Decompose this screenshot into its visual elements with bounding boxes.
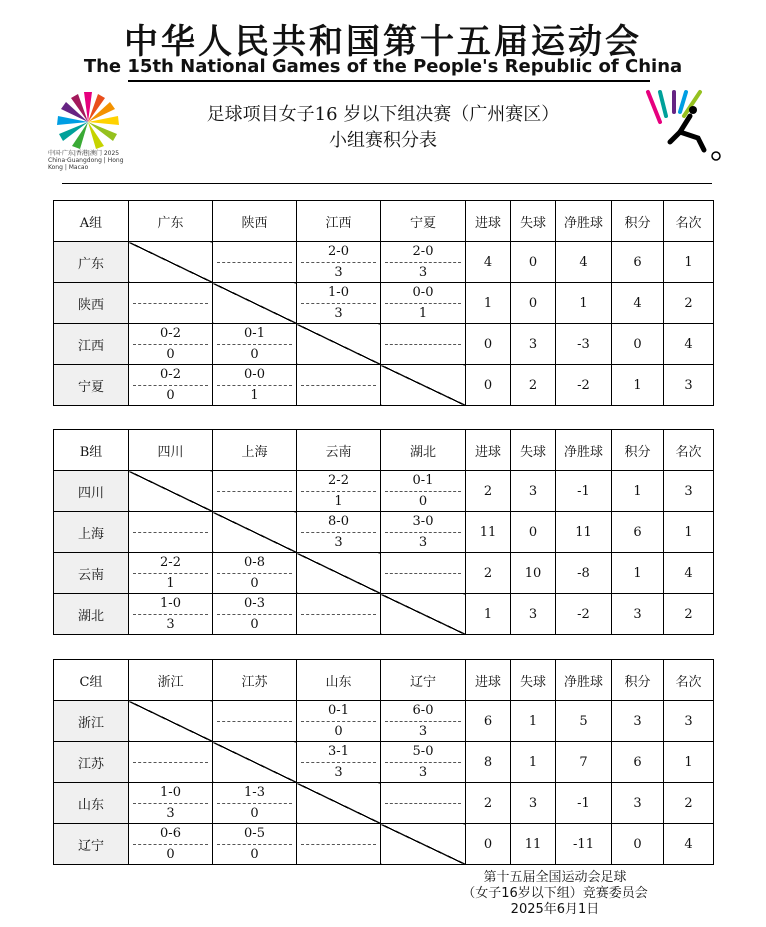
- table-row: [54, 553, 714, 594]
- match-result-cell: [381, 553, 466, 594]
- match-result-cell: [129, 594, 213, 635]
- table-row: [54, 242, 714, 283]
- match-points: 0: [166, 346, 175, 362]
- goal-diff-value: -1: [556, 783, 612, 824]
- match-result-cell: [213, 242, 297, 283]
- match-points: 3: [166, 616, 175, 632]
- header-divider: [62, 183, 712, 184]
- col-team-header: 上海: [213, 430, 297, 471]
- row-team-name: 广东: [54, 242, 129, 283]
- self-match-cell: [297, 324, 381, 365]
- match-score: 2-2: [133, 553, 208, 574]
- goals-for-value: 1: [466, 283, 511, 324]
- table-header-row: [54, 201, 714, 242]
- rank-value: 1: [664, 242, 714, 283]
- standings-table-3: [53, 659, 714, 865]
- rank-value: 2: [664, 594, 714, 635]
- row-team-name: 宁夏: [54, 365, 129, 406]
- row-team-name: 云南: [54, 553, 129, 594]
- goals-against-value: 3: [511, 594, 556, 635]
- goals-for-value: 0: [466, 824, 511, 865]
- match-score: [133, 283, 208, 304]
- goals-for-value: 2: [466, 783, 511, 824]
- title-cn: 中华人民共和国第十五届运动会: [124, 22, 642, 62]
- match-points: 3: [418, 764, 428, 780]
- points-value: 1: [612, 365, 664, 406]
- col-header-goals-against: 失球: [511, 430, 556, 471]
- match-score: 5-0: [385, 742, 461, 763]
- table-row: [54, 283, 714, 324]
- match-points: 0: [166, 846, 175, 862]
- goal-diff-value: 1: [556, 283, 612, 324]
- match-score: 2-0: [385, 242, 461, 263]
- subtitle-standings: 小组赛积分表: [329, 130, 437, 151]
- row-team-name: 山东: [54, 783, 129, 824]
- self-match-cell: [129, 471, 213, 512]
- match-result-cell: [213, 701, 297, 742]
- match-score: 0-3: [217, 594, 292, 615]
- group-name: A组: [54, 201, 129, 242]
- goals-for-value: 0: [466, 324, 511, 365]
- match-result-cell: [381, 783, 466, 824]
- goals-for-value: 6: [466, 701, 511, 742]
- match-score: 0-2: [133, 324, 208, 345]
- header-rule: [128, 80, 650, 82]
- self-match-cell: [129, 701, 213, 742]
- match-score: [217, 701, 292, 722]
- match-points: 0: [250, 575, 259, 591]
- points-value: 6: [612, 742, 664, 783]
- footer-signature: [440, 870, 670, 918]
- match-result-cell: [297, 283, 381, 324]
- match-score: 1-0: [133, 783, 208, 804]
- col-header-points: 积分: [612, 660, 664, 701]
- match-result-cell: [381, 283, 466, 324]
- col-team-header: 辽宁: [381, 660, 466, 701]
- goal-diff-value: 11: [556, 512, 612, 553]
- match-score: 1-0: [301, 283, 376, 304]
- goals-for-value: 0: [466, 365, 511, 406]
- col-team-header: 广东: [129, 201, 213, 242]
- match-points: 1: [166, 575, 175, 591]
- match-score: 0-1: [385, 471, 461, 492]
- goals-against-value: 0: [511, 512, 556, 553]
- match-result-cell: [129, 783, 213, 824]
- match-points: 3: [418, 723, 428, 739]
- match-points: [213, 492, 296, 512]
- goal-diff-value: -1: [556, 471, 612, 512]
- goals-against-value: 1: [511, 701, 556, 742]
- self-match-cell: [381, 365, 466, 406]
- col-header-rank: 名次: [664, 430, 714, 471]
- match-result-cell: [129, 824, 213, 865]
- group-name: C组: [54, 660, 129, 701]
- match-points: 3: [418, 534, 428, 550]
- match-result-cell: [213, 471, 297, 512]
- match-points: [381, 345, 465, 365]
- table-row: [54, 324, 714, 365]
- match-result-cell: [213, 783, 297, 824]
- match-points: 0: [250, 346, 259, 362]
- match-result-cell: [381, 742, 466, 783]
- match-score: 0-1: [217, 324, 292, 345]
- match-result-cell: [213, 324, 297, 365]
- match-result-cell: [213, 553, 297, 594]
- match-score: 6-0: [385, 701, 461, 722]
- col-header-goal-diff: 净胜球: [556, 201, 612, 242]
- match-points: [297, 845, 380, 865]
- col-team-header: 山东: [297, 660, 381, 701]
- table-header-row: [54, 430, 714, 471]
- title-en: The 15th National Games of the People's Republic of China: [83, 56, 683, 77]
- match-score: 1-0: [133, 594, 208, 615]
- match-result-cell: [381, 701, 466, 742]
- match-result-cell: [213, 824, 297, 865]
- match-result-cell: [381, 324, 466, 365]
- col-header-points: 积分: [612, 430, 664, 471]
- match-result-cell: [381, 242, 466, 283]
- self-match-cell: [213, 283, 297, 324]
- col-team-header: 四川: [129, 430, 213, 471]
- goals-for-value: 8: [466, 742, 511, 783]
- match-points: 3: [334, 764, 343, 780]
- match-score: 2-0: [301, 242, 376, 263]
- col-header-goals-against: 失球: [511, 660, 556, 701]
- match-score: 0-1: [301, 701, 376, 722]
- points-value: 1: [612, 471, 664, 512]
- col-header-goals-for: 进球: [466, 201, 511, 242]
- points-value: 3: [612, 701, 664, 742]
- points-value: 0: [612, 824, 664, 865]
- match-points: 3: [334, 534, 343, 550]
- row-team-name: 陕西: [54, 283, 129, 324]
- match-result-cell: [129, 324, 213, 365]
- match-points: 1: [334, 493, 343, 509]
- rank-value: 3: [664, 701, 714, 742]
- col-header-goal-diff: 净胜球: [556, 430, 612, 471]
- goal-diff-value: 7: [556, 742, 612, 783]
- match-points: [297, 386, 380, 406]
- match-points: 0: [334, 723, 343, 739]
- table-row: [54, 742, 714, 783]
- goals-against-value: 3: [511, 471, 556, 512]
- match-score: [301, 594, 376, 615]
- goals-against-value: 3: [511, 783, 556, 824]
- match-score: 3-1: [301, 742, 376, 763]
- col-team-header: 江西: [297, 201, 381, 242]
- standings-table-2: [53, 429, 714, 635]
- match-result-cell: [129, 283, 213, 324]
- standings-table-1: [53, 200, 714, 406]
- goal-diff-value: -2: [556, 594, 612, 635]
- match-result-cell: [297, 365, 381, 406]
- match-result-cell: [297, 824, 381, 865]
- self-match-cell: [381, 594, 466, 635]
- match-result-cell: [297, 242, 381, 283]
- table-row: [54, 594, 714, 635]
- match-score: 0-8: [217, 553, 292, 574]
- goals-against-value: 2: [511, 365, 556, 406]
- rank-value: 2: [664, 283, 714, 324]
- match-result-cell: [213, 365, 297, 406]
- match-points: 3: [166, 805, 175, 821]
- match-result-cell: [381, 471, 466, 512]
- rank-value: 4: [664, 324, 714, 365]
- col-team-header: 陕西: [213, 201, 297, 242]
- rank-value: 1: [664, 742, 714, 783]
- rank-value: 4: [664, 553, 714, 594]
- points-value: 6: [612, 512, 664, 553]
- match-score: 8-0: [301, 512, 376, 533]
- goals-for-value: 2: [466, 471, 511, 512]
- match-score: 0-6: [133, 824, 208, 845]
- match-result-cell: [129, 365, 213, 406]
- match-result-cell: [297, 594, 381, 635]
- footer-line1: 第十五届全国运动会足球: [483, 870, 627, 885]
- match-score: [217, 242, 292, 263]
- match-points: 3: [334, 305, 343, 321]
- table-row: [54, 824, 714, 865]
- goals-against-value: 1: [511, 742, 556, 783]
- goals-against-value: 10: [511, 553, 556, 594]
- col-team-header: 云南: [297, 430, 381, 471]
- col-header-goals-against: 失球: [511, 201, 556, 242]
- points-value: 3: [612, 783, 664, 824]
- match-score: [217, 471, 292, 492]
- match-score: 3-0: [385, 512, 461, 533]
- footer-date: 2025年6月1日: [510, 902, 600, 917]
- match-result-cell: [213, 594, 297, 635]
- match-points: 0: [418, 493, 428, 509]
- match-result-cell: [129, 742, 213, 783]
- table-row: [54, 365, 714, 406]
- match-score: 0-0: [217, 365, 292, 386]
- col-header-goal-diff: 净胜球: [556, 660, 612, 701]
- match-result-cell: [297, 471, 381, 512]
- row-team-name: 湖北: [54, 594, 129, 635]
- self-match-cell: [297, 553, 381, 594]
- col-header-points: 积分: [612, 201, 664, 242]
- match-points: [129, 533, 212, 553]
- match-points: 3: [418, 264, 428, 280]
- self-match-cell: [297, 783, 381, 824]
- match-points: 3: [334, 264, 343, 280]
- match-result-cell: [297, 701, 381, 742]
- match-score: 0-5: [217, 824, 292, 845]
- goals-against-value: 3: [511, 324, 556, 365]
- points-value: 3: [612, 594, 664, 635]
- match-result-cell: [129, 553, 213, 594]
- match-points: [129, 304, 212, 324]
- col-header-goals-for: 进球: [466, 430, 511, 471]
- table-row: [54, 512, 714, 553]
- row-team-name: 江苏: [54, 742, 129, 783]
- rank-value: 3: [664, 365, 714, 406]
- rank-value: 2: [664, 783, 714, 824]
- row-team-name: 四川: [54, 471, 129, 512]
- goals-for-value: 2: [466, 553, 511, 594]
- match-score: [385, 553, 461, 574]
- subtitle-event: 足球项目女子16 岁以下组决赛（广州赛区）: [206, 104, 560, 125]
- match-score: [301, 365, 376, 386]
- self-match-cell: [213, 512, 297, 553]
- table-row: [54, 471, 714, 512]
- goals-against-value: 11: [511, 824, 556, 865]
- match-score: [301, 824, 376, 845]
- match-points: 0: [250, 616, 259, 632]
- points-value: 0: [612, 324, 664, 365]
- col-header-rank: 名次: [664, 201, 714, 242]
- points-value: 6: [612, 242, 664, 283]
- match-points: 1: [418, 305, 428, 321]
- row-team-name: 浙江: [54, 701, 129, 742]
- match-score: [385, 324, 461, 345]
- self-match-cell: [381, 824, 466, 865]
- col-team-header: 湖北: [381, 430, 466, 471]
- match-result-cell: [297, 512, 381, 553]
- match-score: 2-2: [301, 471, 376, 492]
- match-points: [381, 574, 465, 594]
- goal-diff-value: 4: [556, 242, 612, 283]
- col-header-goals-for: 进球: [466, 660, 511, 701]
- goals-for-value: 4: [466, 242, 511, 283]
- match-points: [213, 722, 296, 742]
- match-score: [385, 783, 461, 804]
- match-points: 0: [166, 387, 175, 403]
- goal-diff-value: -3: [556, 324, 612, 365]
- match-points: 0: [250, 846, 259, 862]
- self-match-cell: [213, 742, 297, 783]
- match-score: 0-2: [133, 365, 208, 386]
- logo-caption: 中国·广东|香港|澳门 2025 China·Guangdong | Hong Kong | Macao: [48, 150, 124, 171]
- points-value: 4: [612, 283, 664, 324]
- goals-for-value: 11: [466, 512, 511, 553]
- match-score: 0-0: [385, 283, 461, 304]
- match-points: [297, 615, 380, 635]
- goal-diff-value: 5: [556, 701, 612, 742]
- group-name: B组: [54, 430, 129, 471]
- row-team-name: 上海: [54, 512, 129, 553]
- match-score: [133, 512, 208, 533]
- table-row: [54, 783, 714, 824]
- rank-value: 3: [664, 471, 714, 512]
- match-points: [213, 263, 296, 283]
- match-result-cell: [297, 742, 381, 783]
- rank-value: 4: [664, 824, 714, 865]
- goal-diff-value: -2: [556, 365, 612, 406]
- goal-diff-value: -11: [556, 824, 612, 865]
- goal-diff-value: -8: [556, 553, 612, 594]
- match-score: [133, 742, 208, 763]
- goals-for-value: 1: [466, 594, 511, 635]
- col-team-header: 宁夏: [381, 201, 466, 242]
- match-score: 1-3: [217, 783, 292, 804]
- match-result-cell: [381, 512, 466, 553]
- table-row: [54, 701, 714, 742]
- match-points: 0: [250, 805, 259, 821]
- points-value: 1: [612, 553, 664, 594]
- col-header-rank: 名次: [664, 660, 714, 701]
- rank-value: 1: [664, 512, 714, 553]
- goals-against-value: 0: [511, 242, 556, 283]
- col-team-header: 江苏: [213, 660, 297, 701]
- goals-against-value: 0: [511, 283, 556, 324]
- row-team-name: 辽宁: [54, 824, 129, 865]
- table-header-row: [54, 660, 714, 701]
- footer-line2: （女子16岁以下组）竞赛委员会: [462, 886, 648, 901]
- col-team-header: 浙江: [129, 660, 213, 701]
- match-result-cell: [129, 512, 213, 553]
- self-match-cell: [129, 242, 213, 283]
- match-points: 1: [250, 387, 259, 403]
- match-points: [129, 763, 212, 783]
- row-team-name: 江西: [54, 324, 129, 365]
- match-points: [381, 804, 465, 824]
